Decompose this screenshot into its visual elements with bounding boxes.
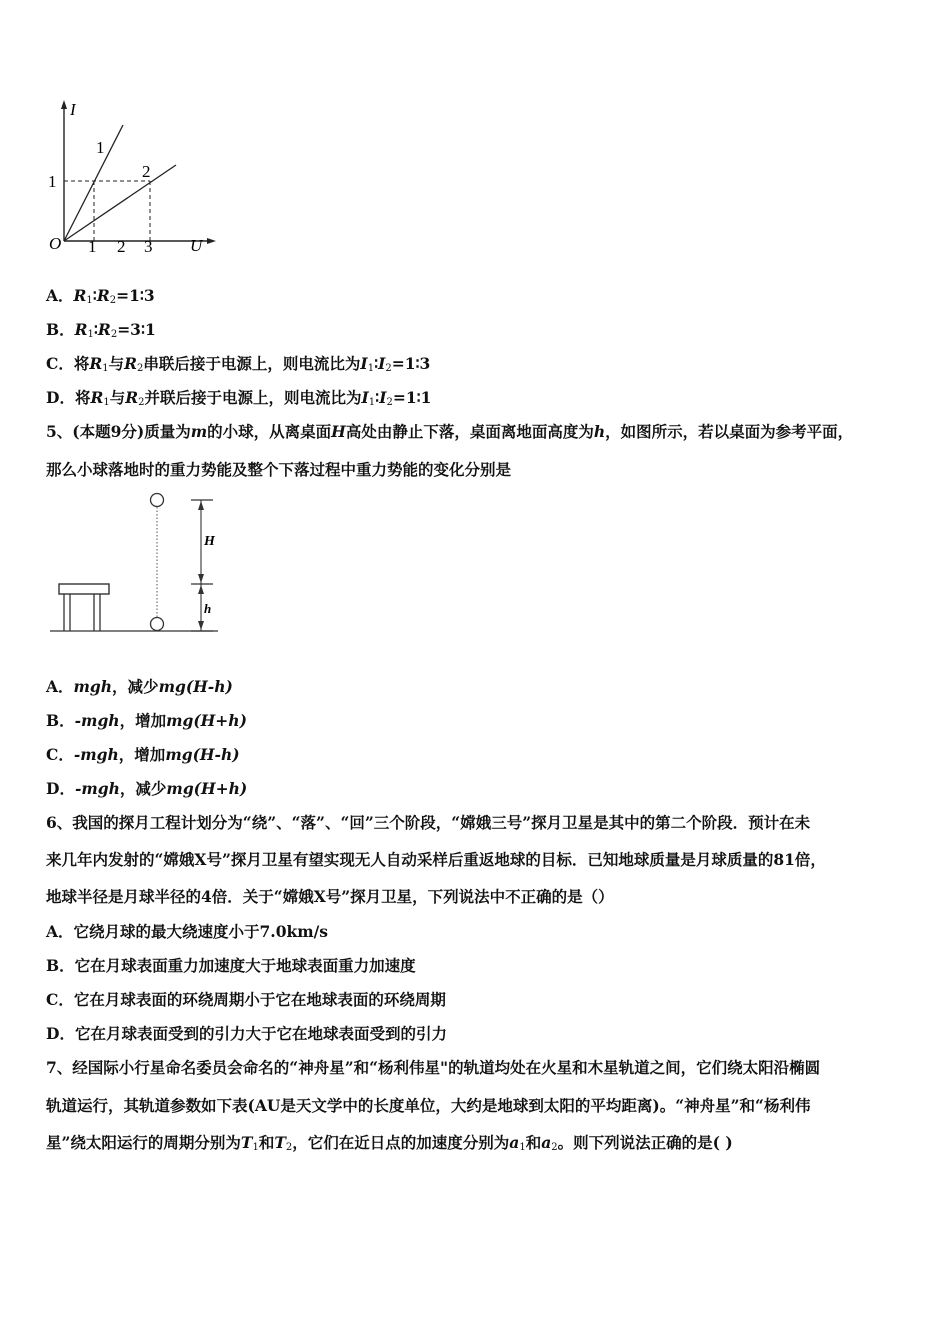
q7-stem-line-3: 星”绕太阳运行的周期分别为$T_1$和$T_2$，它们在近日点的加速度分别为$a_1$和$a_2$。则下列说法正确的是( ) [46,1133,733,1153]
q6-stem-line-3: 地球半径是月球半径的4倍．关于“嫦娥X号”探月卫星，下列说法中不正确的是（） [46,887,614,906]
table-top [59,584,109,594]
i-axis-arrow [61,100,67,109]
tick-x-3: 3 [144,237,153,256]
q4-option-d[interactable]: D．将$R_1$与$R_2$并联后接于电源上，则电流比为$I_1∶I_2=1∶1$ [46,388,432,408]
tick-x-2: 2 [117,237,126,256]
q6-option-d[interactable]: D．它在月球表面受到的引力大于它在地球表面受到的引力 [46,1024,447,1043]
q6-option-a[interactable]: A．它绕月球的最大绕速度小于7.0km/s [46,922,329,941]
q7-stem-line-2: 轨道运行，其轨道参数如下表(AU是天文学中的长度单位，大约是地球到太阳的平均距离)。“神舟星”和“杨利伟 [46,1096,811,1115]
axis-label-u: U [190,236,203,255]
q6-stem-line-2: 来几年内发射的“嫦娥X号”探月卫星有望实现无人自动采样后重返地球的目标．已知地球质量是月球质量的81倍， [46,850,826,869]
q5-stem-line-1: 5、(本题9分)质量为m的小球，从离桌面H高处由静止下落，桌面离地面高度为h，如图所示，若以桌面为参考平面， [46,422,854,441]
axis-label-i: I [70,100,76,119]
label-H: H [204,534,215,549]
arrow-down-2 [198,621,204,630]
tick-x-1: 1 [88,237,97,256]
label-h: h [204,601,212,616]
q7-stem-line-1: 7、经国际小行星命名委员会命名的“神舟星”和“杨利伟星"的轨道均处在火星和木星轨道之间，它们绕太阳沿椭圆 [46,1058,821,1077]
u-axis-arrow [207,238,216,244]
arrow-down-1 [198,574,204,583]
q5-option-a[interactable]: A．mgh，减少mg(H-h) [46,677,233,696]
q5-stem-line-2: 那么小球落地时的重力势能及整个下落过程中重力势能的变化分别是 [46,460,512,479]
q5-option-c[interactable]: C．-mgh，增加mg(H-h) [46,745,240,764]
table-ball-figure [46,488,226,638]
q5-option-d[interactable]: D．-mgh，减少mg(H+h) [46,779,248,798]
origin-label: O [49,234,62,253]
q4-option-a[interactable]: A．$R_1∶R_2=1∶3$ [46,286,155,306]
line-1-label: 1 [96,138,105,157]
q6-option-c[interactable]: C．它在月球表面的环绕周期小于它在地球表面的环绕周期 [46,990,446,1009]
q5-option-b[interactable]: B．-mgh，增加mg(H+h) [46,711,247,730]
q4-option-b[interactable]: B．$R_1∶R_2=3∶1$ [46,320,156,340]
arrow-up-1 [198,501,204,510]
line-2 [64,165,176,241]
line-2-label: 2 [142,162,151,181]
tick-y-1: 1 [48,172,57,191]
q4-option-c[interactable]: C．将$R_1$与$R_2$串联后接于电源上，则电流比为$I_1∶I_2=1∶3$ [46,354,431,374]
q6-option-b[interactable]: B．它在月球表面重力加速度大于地球表面重力加速度 [46,956,416,975]
q6-stem-line-1: 6、我国的探月工程计划分为“绕”、“落”、“回”三个阶段，“嫦娥三号”探月卫星是其中的第二个阶段．预计在未 [46,813,811,832]
ball-top [151,494,164,507]
iu-graph [40,95,220,260]
arrow-up-2 [198,585,204,594]
ball-bottom [151,618,164,631]
